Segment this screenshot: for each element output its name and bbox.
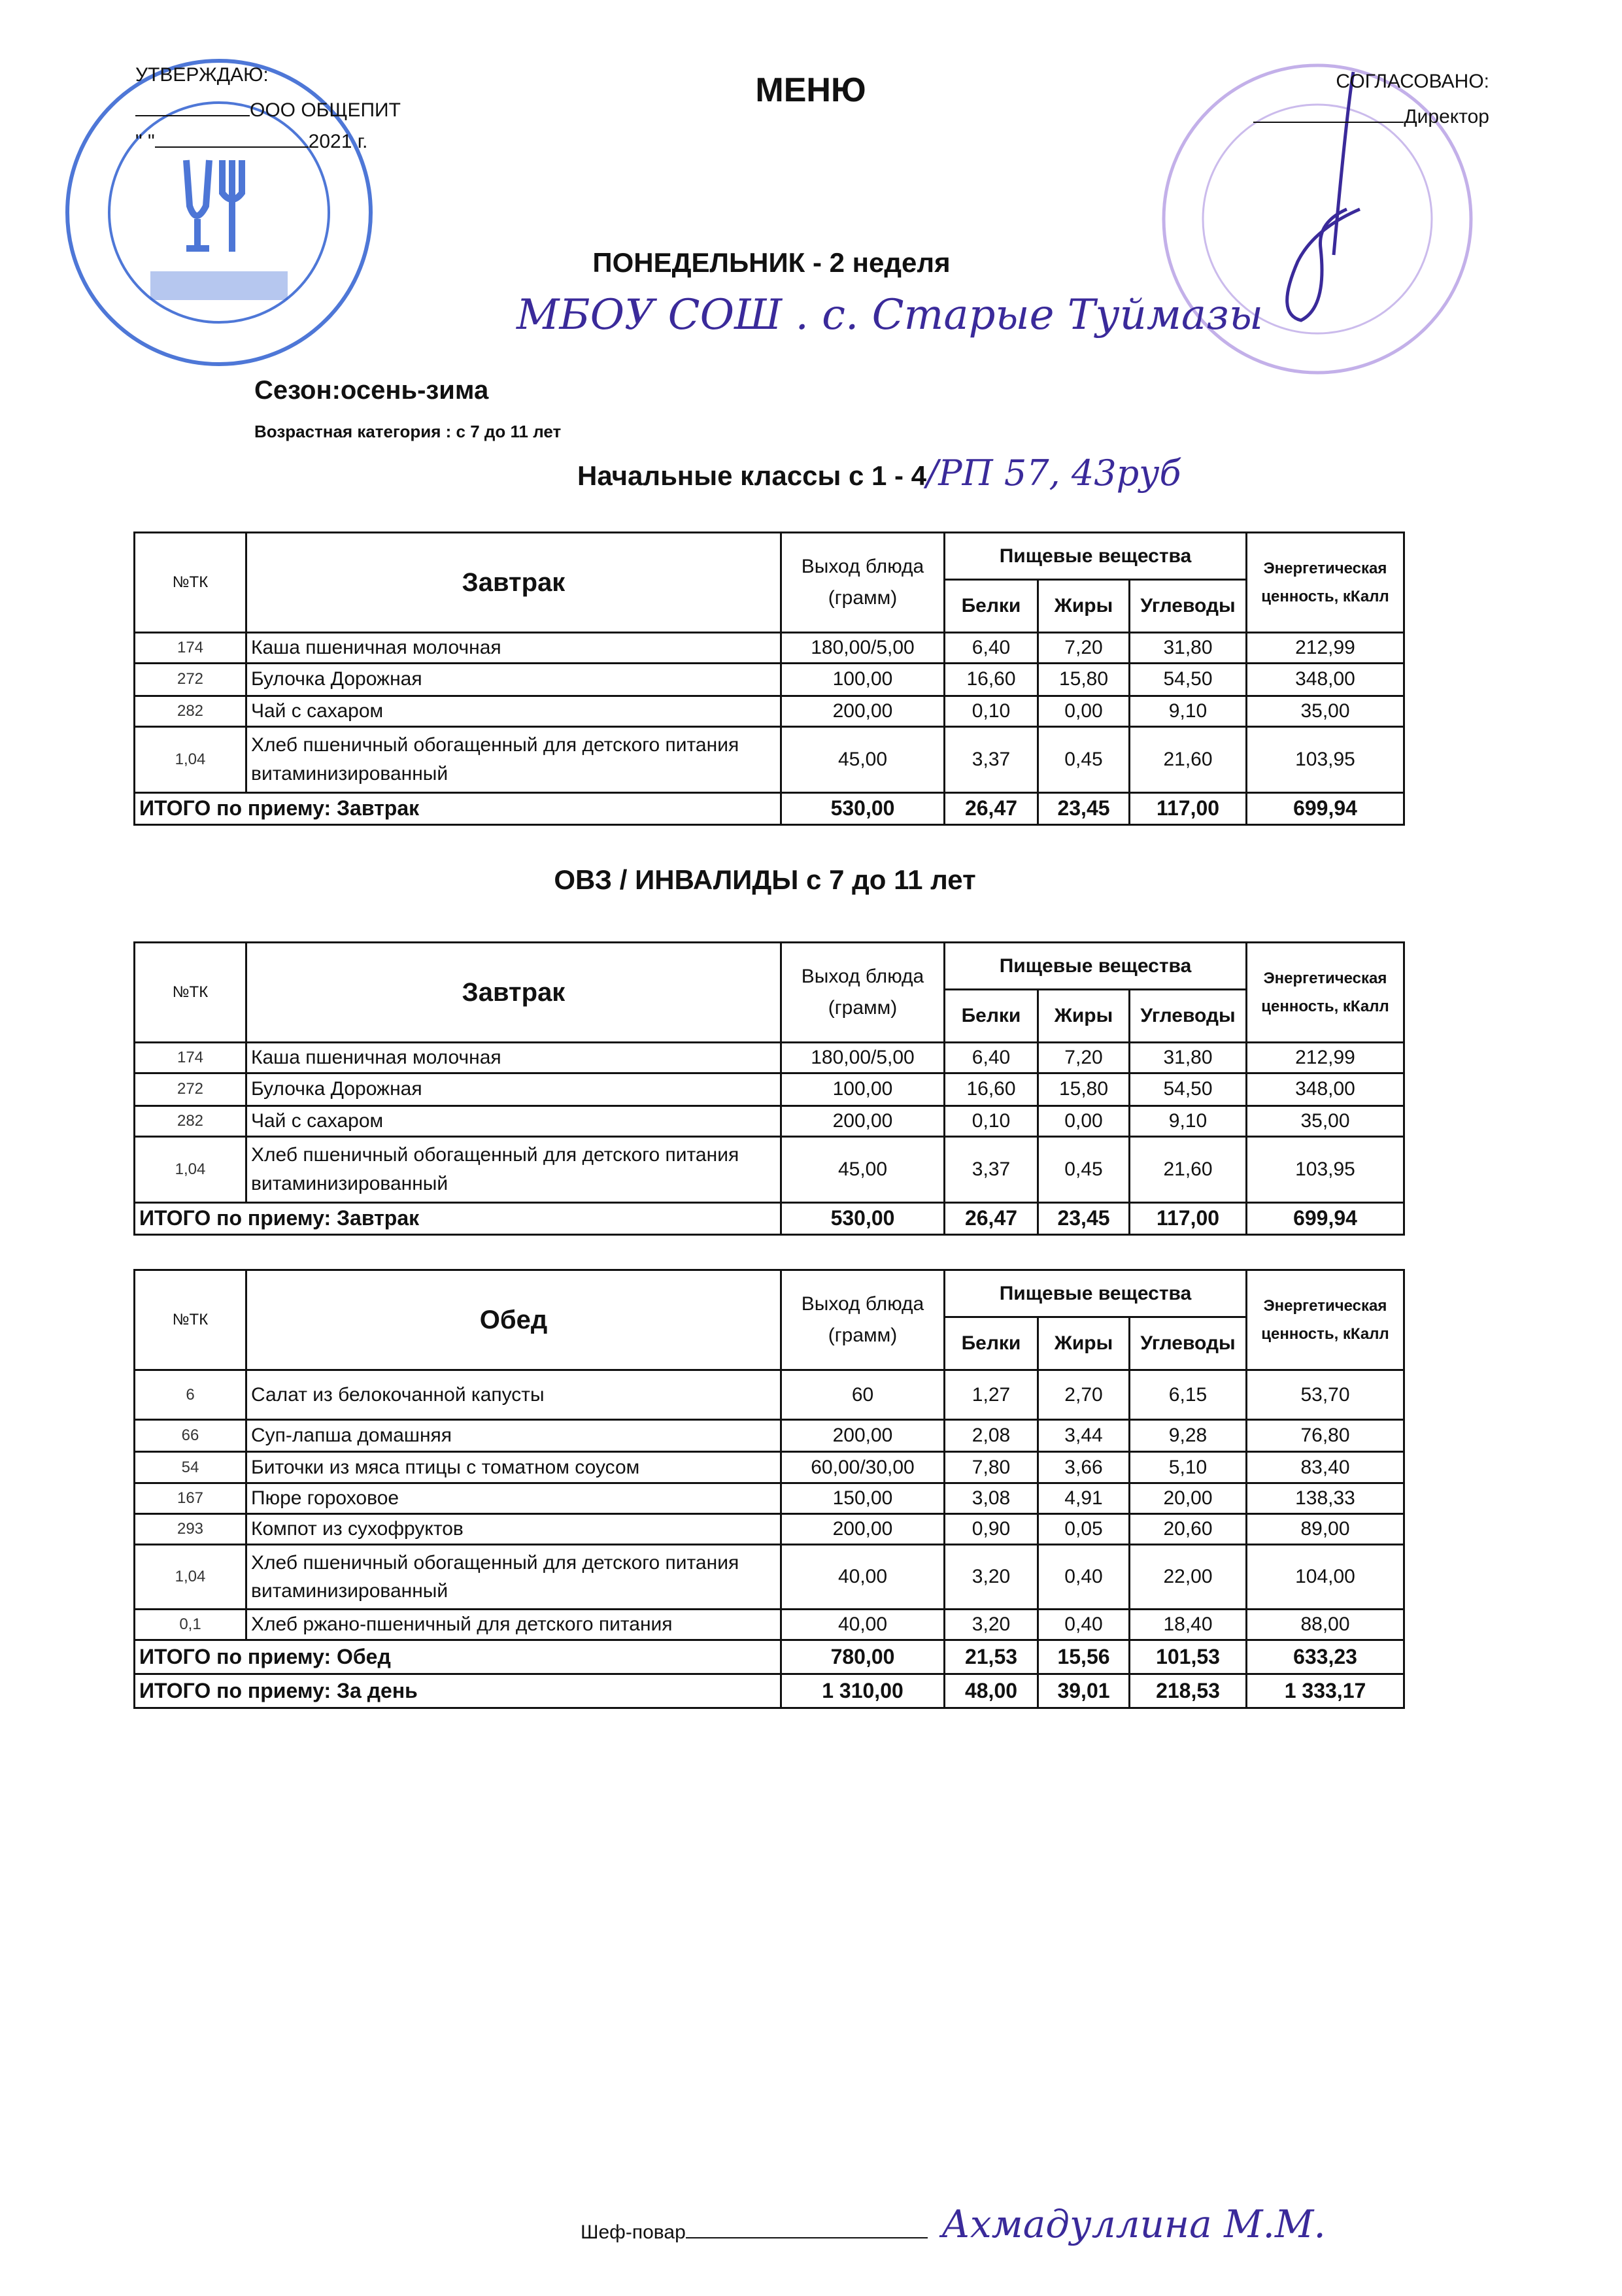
total-row [135,792,1404,824]
header-row [135,1270,1404,1317]
col-carbs-header: Углеводы [1130,1317,1247,1370]
chef-line [581,2218,928,2244]
cell-fat: 0,40 [1038,1545,1130,1610]
cell-carbs: 31,80 [1130,1043,1247,1073]
approve-label: УТВЕРЖДАЮ: [135,64,269,86]
cell-tk: 174 [135,633,246,664]
total-yield: 530,00 [781,1202,945,1234]
total-row [135,1674,1404,1708]
cell-tk: 1,04 [135,726,246,792]
table-row [135,696,1404,726]
cell-dish-name: Хлеб пшеничный обогащенный для детского питания витаминизированный [246,1136,781,1202]
cell-tk: 1,04 [135,1545,246,1610]
cell-yield: 60 [781,1370,945,1420]
cell-dish-name: Салат из белокочанной капусты [246,1370,781,1420]
header-row [135,943,1404,990]
col-tk-header: №ТК [135,1270,246,1370]
total-yield: 780,00 [781,1640,945,1674]
lunch-table [133,1269,1405,1709]
cell-dish-name: Биточки из мяса птицы с томатном соусом [246,1452,781,1483]
cell-fat: 0,45 [1038,726,1130,792]
chef-label: Шеф-повар [581,2221,686,2243]
col-nutrients-header: Пищевые вещества [945,943,1247,990]
col-protein-header: Белки [945,580,1038,633]
table-row [135,726,1404,792]
cell-tk: 167 [135,1483,246,1514]
cell-dish-name: Хлеб пшеничный обогащенный для детского питания витаминизированный [246,1545,781,1610]
total-fat: 23,45 [1038,792,1130,824]
total-energy: 1 333,17 [1247,1674,1404,1708]
col-meal-header: Обед [246,1270,781,1370]
col-protein-header: Белки [945,1317,1038,1370]
total-protein: 26,47 [945,792,1038,824]
cell-dish-name: Каша пшеничная молочная [246,633,781,664]
cell-tk: 6 [135,1370,246,1420]
total-label: ИТОГО по приему: Завтрак [135,792,781,824]
header-row [135,533,1404,580]
cell-dish-name: Пюре гороховое [246,1483,781,1514]
cell-dish-name: Булочка Дорожная [246,663,781,696]
col-meal-header: Завтрак [246,943,781,1043]
cell-dish-name: Чай с сахаром [246,1106,781,1136]
col-protein-header: Белки [945,990,1038,1043]
cell-yield: 180,00/5,00 [781,1043,945,1073]
cell-fat: 7,20 [1038,1043,1130,1073]
col-yield-header: Выход блюда (грамм) [781,943,945,1043]
col-energy-header: Энергетическая ценность, кКалл [1247,533,1404,633]
agreed-position: Директор [1404,106,1489,127]
cell-protein: 0,10 [945,1106,1038,1136]
cell-protein: 3,37 [945,726,1038,792]
total-fat: 23,45 [1038,1202,1130,1234]
cell-protein: 0,90 [945,1514,1038,1545]
cell-fat: 15,80 [1038,663,1130,696]
table-row [135,1043,1404,1073]
document-title: МЕНЮ [755,71,866,109]
cell-energy: 103,95 [1247,1136,1404,1202]
cell-carbs: 18,40 [1130,1610,1247,1640]
col-fat-header: Жиры [1038,990,1130,1043]
cell-carbs: 21,60 [1130,726,1247,792]
section-heading-ovz: ОВЗ / ИНВАЛИДЫ с 7 до 11 лет [554,864,976,895]
cell-protein: 6,40 [945,1043,1038,1073]
approve-org [135,95,401,122]
total-protein: 26,47 [945,1202,1038,1234]
cell-energy: 348,00 [1247,663,1404,696]
cell-fat: 15,80 [1038,1073,1130,1106]
cell-energy: 35,00 [1247,696,1404,726]
col-fat-header: Жиры [1038,580,1130,633]
col-carbs-header: Углеводы [1130,990,1247,1043]
table-row [135,1420,1404,1452]
cell-tk: 272 [135,1073,246,1106]
cell-yield: 40,00 [781,1610,945,1640]
cell-yield: 200,00 [781,1106,945,1136]
total-yield: 1 310,00 [781,1674,945,1708]
breakfast-table-ovz [133,941,1405,1236]
col-tk-header: №ТК [135,533,246,633]
total-fat: 39,01 [1038,1674,1130,1708]
cell-tk: 54 [135,1452,246,1483]
cell-dish-name: Компот из сухофруктов [246,1514,781,1545]
total-fat: 15,56 [1038,1640,1130,1674]
total-label: ИТОГО по приему: За день [135,1674,781,1708]
col-energy-header: Энергетическая ценность, кКалл [1247,943,1404,1043]
total-row [135,1640,1404,1674]
cell-fat: 0,05 [1038,1514,1130,1545]
agreed-label: СОГЛАСОВАНО: [1336,71,1489,92]
total-carbs: 101,53 [1130,1640,1247,1674]
cell-protein: 3,37 [945,1136,1038,1202]
table-row [135,1370,1404,1420]
cell-fat: 0,45 [1038,1136,1130,1202]
table-row [135,663,1404,696]
cell-protein: 0,10 [945,696,1038,726]
breakfast-table [133,532,1405,826]
cell-protein: 16,60 [945,663,1038,696]
total-energy: 633,23 [1247,1640,1404,1674]
cell-tk: 66 [135,1420,246,1452]
cell-carbs: 9,10 [1130,1106,1247,1136]
cell-fat: 0,00 [1038,696,1130,726]
cell-yield: 100,00 [781,663,945,696]
table-row [135,1545,1404,1610]
table-row [135,1452,1404,1483]
col-carbs-header: Углеводы [1130,580,1247,633]
cell-fat: 4,91 [1038,1483,1130,1514]
cell-fat: 3,44 [1038,1420,1130,1452]
total-energy: 699,94 [1247,792,1404,824]
cell-protein: 2,08 [945,1420,1038,1452]
cell-energy: 89,00 [1247,1514,1404,1545]
total-carbs: 117,00 [1130,1202,1247,1234]
cell-yield: 200,00 [781,1514,945,1545]
col-tk-header: №ТК [135,943,246,1043]
cell-fat: 0,00 [1038,1106,1130,1136]
agreed-position-line [1253,102,1489,128]
cell-carbs: 6,15 [1130,1370,1247,1420]
col-energy-header: Энергетическая ценность, кКалл [1247,1270,1404,1370]
cell-energy: 104,00 [1247,1545,1404,1610]
cell-energy: 212,99 [1247,633,1404,664]
cell-yield: 45,00 [781,1136,945,1202]
cell-carbs: 20,60 [1130,1514,1247,1545]
cell-fat: 7,20 [1038,633,1130,664]
cell-tk: 174 [135,1043,246,1073]
cell-energy: 35,00 [1247,1106,1404,1136]
cell-energy: 88,00 [1247,1610,1404,1640]
cell-energy: 53,70 [1247,1370,1404,1420]
cell-energy: 76,80 [1247,1420,1404,1452]
cell-dish-name: Хлеб пшеничный обогащенный для детского питания витаминизированный [246,726,781,792]
chef-signature: Ахмадуллина М.М. [941,2202,1326,2246]
cell-protein: 6,40 [945,633,1038,664]
cell-dish-name: Каша пшеничная молочная [246,1043,781,1073]
cell-dish-name: Хлеб ржано-пшеничный для детского питания [246,1610,781,1640]
table-row [135,1136,1404,1202]
handwritten-school-name: МБОУ СОШ . с. Старые Туймазы [516,291,1264,339]
total-row [135,1202,1404,1234]
cell-carbs: 22,00 [1130,1545,1247,1610]
cell-dish-name: Чай с сахаром [246,696,781,726]
table-row [135,1514,1404,1545]
cell-protein: 16,60 [945,1073,1038,1106]
cell-yield: 200,00 [781,696,945,726]
day-heading: ПОНЕДЕЛЬНИК - 2 неделя [592,247,951,278]
col-yield-header: Выход блюда (грамм) [781,533,945,633]
age-category: Возрастная категория : с 7 до 11 лет [254,422,562,441]
group-heading [577,452,1181,494]
total-energy: 699,94 [1247,1202,1404,1234]
cell-energy: 83,40 [1247,1452,1404,1483]
col-fat-header: Жиры [1038,1317,1130,1370]
cell-tk: 282 [135,1106,246,1136]
cell-carbs: 9,28 [1130,1420,1247,1452]
cell-energy: 103,95 [1247,726,1404,792]
cell-yield: 200,00 [781,1420,945,1452]
cell-protein: 7,80 [945,1452,1038,1483]
total-carbs: 117,00 [1130,792,1247,824]
cell-yield: 180,00/5,00 [781,633,945,664]
total-yield: 530,00 [781,792,945,824]
cell-yield: 40,00 [781,1545,945,1610]
table-row [135,633,1404,664]
col-nutrients-header: Пищевые вещества [945,1270,1247,1317]
cell-tk: 293 [135,1514,246,1545]
cell-carbs: 54,50 [1130,1073,1247,1106]
approve-date [135,127,367,153]
cell-energy: 212,99 [1247,1043,1404,1073]
cell-carbs: 20,00 [1130,1483,1247,1514]
cell-protein: 3,08 [945,1483,1038,1514]
cell-tk: 272 [135,663,246,696]
approve-date-quote: " " [135,131,155,152]
total-label: ИТОГО по приему: Завтрак [135,1202,781,1234]
col-yield-header: Выход блюда (грамм) [781,1270,945,1370]
cell-dish-name: Булочка Дорожная [246,1073,781,1106]
cell-protein: 1,27 [945,1370,1038,1420]
cell-carbs: 21,60 [1130,1136,1247,1202]
cell-yield: 150,00 [781,1483,945,1514]
cell-carbs: 5,10 [1130,1452,1247,1483]
total-protein: 21,53 [945,1640,1038,1674]
cell-protein: 3,20 [945,1610,1038,1640]
cell-tk: 0,1 [135,1610,246,1640]
cell-yield: 45,00 [781,726,945,792]
cell-carbs: 9,10 [1130,696,1247,726]
cell-protein: 3,20 [945,1545,1038,1610]
group-label: Начальные классы с 1 - 4 [577,460,927,491]
cell-carbs: 31,80 [1130,633,1247,664]
col-nutrients-header: Пищевые вещества [945,533,1247,580]
approve-org-name: ООО ОБЩЕПИТ [250,99,401,121]
cell-dish-name: Суп-лапша домашняя [246,1420,781,1452]
cell-fat: 2,70 [1038,1370,1130,1420]
col-meal-header: Завтрак [246,533,781,633]
cell-yield: 60,00/30,00 [781,1452,945,1483]
total-label: ИТОГО по приему: Обед [135,1640,781,1674]
total-carbs: 218,53 [1130,1674,1247,1708]
cell-energy: 138,33 [1247,1483,1404,1514]
cell-fat: 3,66 [1038,1452,1130,1483]
cell-yield: 100,00 [781,1073,945,1106]
cell-tk: 1,04 [135,1136,246,1202]
season: Сезон:осень-зима [254,376,489,405]
total-protein: 48,00 [945,1674,1038,1708]
table-row [135,1073,1404,1106]
handwritten-price: /РП 57, 43руб [926,452,1181,494]
cell-energy: 348,00 [1247,1073,1404,1106]
table-row [135,1106,1404,1136]
cell-carbs: 54,50 [1130,663,1247,696]
approve-year: 2021 г. [308,131,368,152]
table-row [135,1610,1404,1640]
table-row [135,1483,1404,1514]
cell-tk: 282 [135,696,246,726]
cell-fat: 0,40 [1038,1610,1130,1640]
